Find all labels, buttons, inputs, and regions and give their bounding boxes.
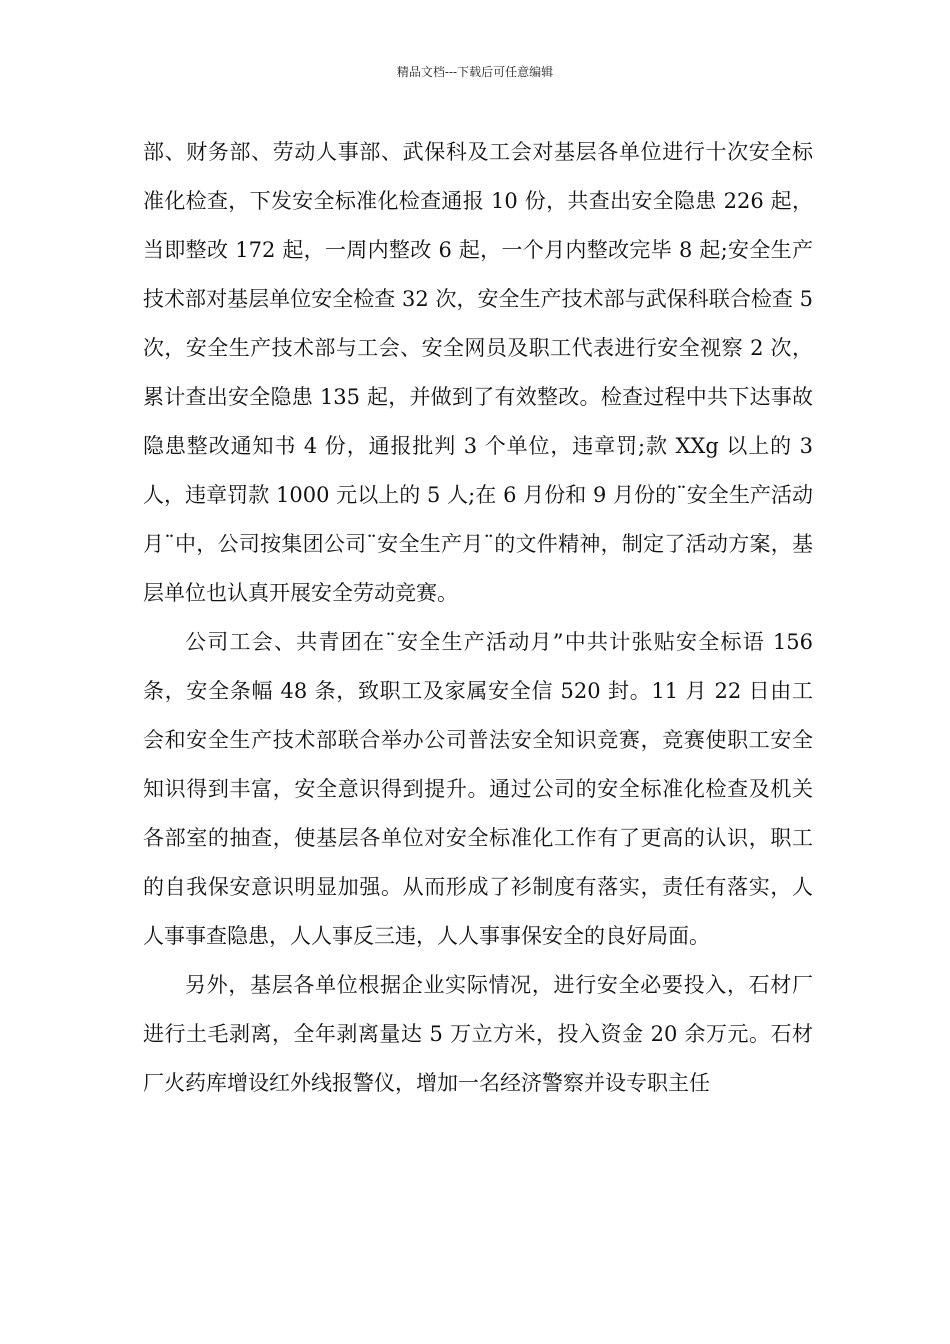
document-body [143, 128, 813, 1108]
paragraph-2: 公司工会、共青团在¨安全生产活动月”中共计张贴安全标语 156 条，安全条幅 48 条，致职工及家属安全信 520 封。11 月 22 日由工会和安全生产技术部联合举办公司普法安全知识竞赛，竞赛使职工安全知识得到丰富，安全意识得到提升。通过公司的安全标准化检查及机关各部室的抽查，使基层各单位对安全标准化工作有了更高的认识，职工的自我保安意识明显加强。从而形成了衫制度有落实，责任有落实，人人事事查隐患，人人事反三违，人人事事保安全的良好局面。 [143, 630, 813, 948]
paragraph-3: 另外，基层各单位根据企业实际情况，进行安全必要投入，石材厂进行土毛剥离，全年剥离量达 5 万立方米，投入资金 20 余万元。石材厂火药库增设红外线报警仪，增加一名经济警察并设专职主任 [143, 973, 813, 1095]
page-header: 精品文档---下载后可任意编辑 [396, 65, 554, 79]
paragraph-1: 部、财务部、劳动人事部、武保科及工会对基层各单位进行十次安全标准化检查，下发安全标准化检查通报 10 份，共查出安全隐患 226 起，当即整改 172 起，一周内整改 6 起，一个月内整改完毕 8 起;安全生产技术部对基层单位安全检查 32 次，安全生产技术部与武保科联合检查 5 次，安全生产技术部与工会、安全网员及职工代表进行安全视察 2 次，累计查出安全隐患 135 起，并做到了有效整改。检查过程中共下达事故隐患整改通知书 4 份，通报批判 3 个单位，违章罚;款 XXg 以上的 3 人，违章罚款 1000 元以上的 5 人;在 6 月份和 9 月份的¨安全生产活动月¨中，公司按集团公司¨安全生产月¨的文件精神，制定了活动方案，基层单位也认真开展安全劳动竞赛。 [143, 140, 813, 605]
